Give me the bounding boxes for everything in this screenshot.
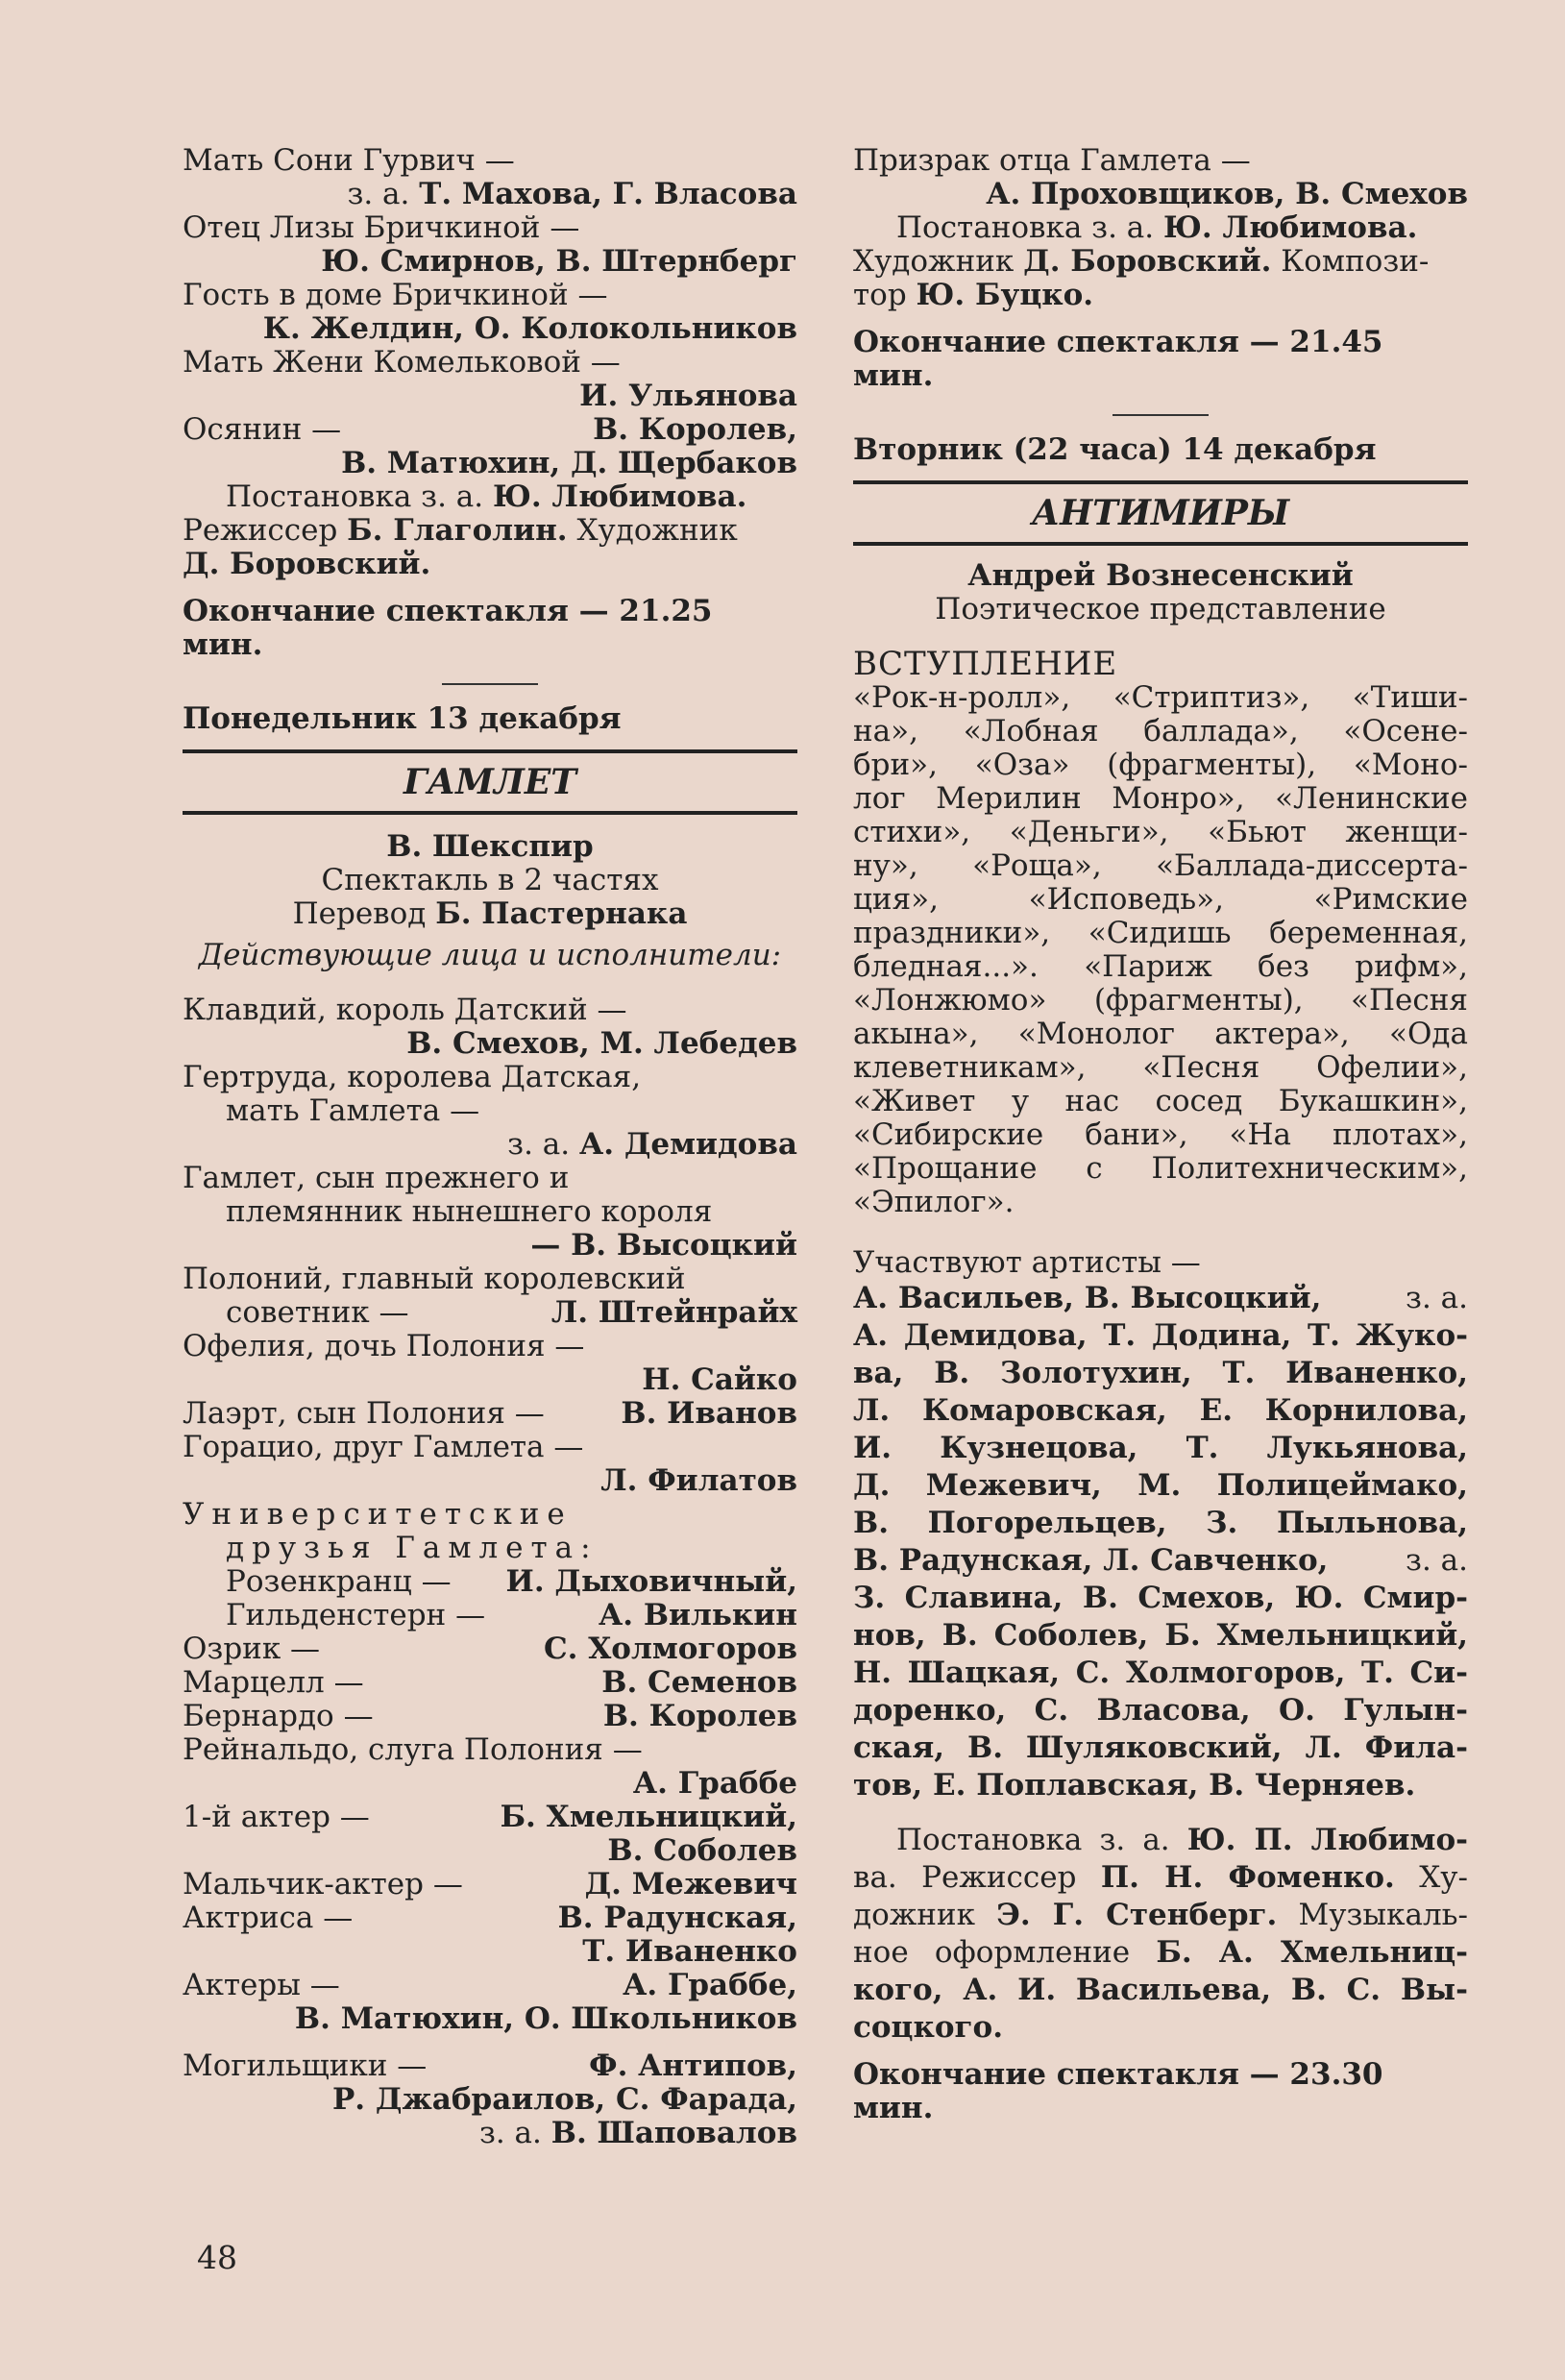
subtitle: Поэтическое представление: [935, 592, 1386, 626]
artists-line: нов, В. Соболев, Б. Хмельницкий,: [853, 1618, 1468, 1653]
artists-line: ская, В. Шуляковский, Л. Фила-: [853, 1730, 1468, 1765]
cast-line: Университетские: [183, 1497, 573, 1532]
artists-list: [853, 1280, 1468, 1804]
cast-line: 1-й актер — Б. Хмельницкий,: [183, 1800, 797, 1834]
cast-line: В. Смехов, М. Лебедев: [406, 1026, 797, 1061]
program-line: «Прощание с Политехническим»,: [853, 1151, 1468, 1186]
cast-line: Актриса — В. Радунская,: [183, 1901, 797, 1935]
artists-line: А. Демидова, Т. Додина, Т. Жуко-: [853, 1318, 1468, 1353]
program-line: стихи», «Деньги», «Бьют женщи-: [853, 815, 1468, 849]
cast-line: з. а. А. Демидова: [507, 1127, 797, 1162]
credit-line: А. Проховщиков, В. Смехов: [986, 177, 1468, 211]
cast-line: Бернардо — В. Королев: [183, 1699, 797, 1733]
program-line: «Сибирские бани», «На плотах»,: [853, 1117, 1468, 1152]
cast-line: А. Граббе: [632, 1766, 797, 1801]
cast-line: Лаэрт, сын Полония — В. Иванов: [183, 1396, 797, 1431]
credit-line: Постановка з. а. Ю. Любимова.: [226, 479, 747, 514]
artists-line: доренко, С. Власова, О. Гулын-: [853, 1693, 1468, 1728]
end-time: Окончание спектакля — 21.25 мин.: [183, 594, 713, 662]
artists-line: тов, Е. Поплавская, В. Черняев.: [853, 1768, 1416, 1803]
program-line: «Рок-н-ролл», «Стриптиз», «Тиши-: [853, 680, 1468, 715]
cast-line: Т. Иваненко: [582, 1934, 797, 1969]
cast-line: В. Соболев: [607, 1833, 797, 1868]
staging-line: дожник Э. Г. Стенберг. Музыкаль-: [853, 1898, 1468, 1932]
left-column: [183, 144, 797, 2150]
cast-line: советник — Л. Штейнрайх: [226, 1295, 797, 1330]
credit-line: К. Желдин, О. Колокольников: [262, 311, 797, 346]
staging-credits: [853, 1822, 1468, 2047]
author: В. Шекспир: [386, 829, 594, 864]
separator: [1113, 414, 1209, 416]
cast-line: Гамлет, сын прежнего и: [183, 1161, 570, 1195]
credit-line: И. Ульянова: [579, 379, 797, 413]
program-line: акына», «Монолог актера», «Ода: [853, 1017, 1468, 1051]
artists-heading: Участвуют артисты —: [853, 1245, 1201, 1280]
cast-line: Розенкранц — И. Дыховичный,: [226, 1564, 797, 1599]
artists-line: З. Славина, В. Смехов, Ю. Смир-: [853, 1581, 1468, 1615]
credit-line: тор Ю. Буцко.: [853, 278, 1094, 312]
program-line: на», «Лобная баллада», «Осене-: [853, 714, 1468, 748]
program-line: клеветникам», «Песня Офелии»,: [853, 1050, 1468, 1085]
credit-line: В. Матюхин, Д. Щербаков: [341, 446, 797, 480]
artists-line: И. Кузнецова, Т. Лукьянова,: [853, 1431, 1468, 1465]
program-line: ция», «Исповедь», «Римские: [853, 882, 1468, 917]
cast-line: з. а. В. Шаповалов: [478, 2116, 797, 2150]
end-time: Окончание спектакля — 23.30 мин.: [853, 2057, 1383, 2125]
credit-line: Художник Д. Боровский. Компози-: [853, 244, 1430, 279]
date-heading: Вторник (22 часа) 14 декабря: [853, 432, 1377, 467]
credit-line: Ю. Смирнов, В. Штернберг: [321, 244, 797, 279]
program-line: лог Мерилин Монро», «Ленинские: [853, 781, 1468, 816]
artists-line: ва, В. Золотухин, Т. Иваненко,: [853, 1356, 1468, 1390]
staging-line: ва. Режиссер П. Н. Фоменко. Ху-: [853, 1860, 1468, 1895]
cast-line: Марцелл — В. Семенов: [183, 1665, 797, 1700]
artists-line: В. Погорельцев, З. Пыльнова,: [853, 1506, 1468, 1540]
credit-line: Мать Жени Комельковой —: [183, 345, 621, 380]
right-column: [853, 144, 1468, 2125]
cast-line: Горацио, друг Гамлета —: [183, 1430, 584, 1464]
cast-line: Озрик — С. Холмогоров: [183, 1632, 797, 1666]
cast-line: Полоний, главный королевский: [183, 1262, 686, 1296]
separator: [442, 683, 538, 685]
date-heading: Понедельник 13 декабря: [183, 701, 622, 736]
artists-line: В. Радунская, Л. Савченко, з. а.: [853, 1543, 1468, 1578]
credit-line: Режиссер Б. Глаголин. Художник: [183, 513, 738, 548]
cast-line: Офелия, дочь Полония —: [183, 1329, 585, 1363]
credit-line: Д. Боровский.: [183, 547, 431, 581]
cast-line: Рейнальдо, слуга Полония —: [183, 1732, 643, 1767]
artists-line: Н. Шацкая, С. Холмогоров, Т. Си-: [853, 1656, 1468, 1690]
end-time: Окончание спектакля — 21.45 мин.: [853, 325, 1383, 393]
cast-line: Мальчик-актер — Д. Межевич: [183, 1867, 797, 1902]
cast-line: В. Матюхин, О. Школьников: [294, 2001, 797, 2036]
cast-line: Н. Сайко: [642, 1362, 797, 1397]
staging-line: Постановка з. а. Ю. П. Любимо-: [896, 1823, 1468, 1857]
cast-line: племянник нынешнего короля: [226, 1194, 713, 1229]
credit-line: Постановка з. а. Ю. Любимова.: [896, 210, 1418, 245]
credit-line: з. а. Т. Махова, Г. Власова: [347, 177, 797, 211]
credit-line: Призрак отца Гамлета —: [853, 143, 1251, 178]
cast-line: мать Гамлета —: [226, 1093, 480, 1128]
intro-heading: ВСТУПЛЕНИЕ: [853, 645, 1118, 683]
cast-line: Р. Джабраилов, С. Фарада,: [332, 2082, 797, 2117]
cast-line: Л. Филатов: [600, 1463, 797, 1498]
play-title: АНТИМИРЫ: [1031, 493, 1290, 533]
staging-line: ное оформление Б. А. Хмельниц-: [853, 1935, 1468, 1970]
credit-line: Отец Лизы Бричкиной —: [183, 210, 580, 245]
credit-line: Осянин — В. Королев,: [183, 412, 797, 447]
artists-line: А. Васильев, В. Высоцкий, з. а.: [853, 1281, 1468, 1315]
staging-line: соцкого.: [853, 2010, 1003, 2045]
cast-heading: Действующие лица и исполнители:: [198, 938, 782, 972]
program-line: «Эпилог».: [853, 1185, 1015, 1219]
subtitle: Спектакль в 2 частях: [321, 863, 659, 897]
staging-line: кого, А. И. Васильева, В. С. Вы-: [853, 1973, 1468, 2007]
program-line: ну», «Роща», «Баллада-диссерта-: [853, 848, 1468, 883]
author: Андрей Вознесенский: [967, 558, 1354, 593]
artists-line: Л. Комаровская, Е. Корнилова,: [853, 1393, 1468, 1428]
program-line: бледная...». «Париж без рифм»,: [853, 949, 1468, 984]
program-list: [853, 681, 1468, 1219]
cast-line: Актеры — А. Граббе,: [183, 1968, 797, 2002]
credit-line: Гость в доме Бричкиной —: [183, 278, 608, 312]
translation: Перевод Б. Пастернака: [292, 896, 688, 931]
cast-line: Гертруда, королева Датская,: [183, 1060, 642, 1094]
program-line: «Лонжюмо» (фрагменты), «Песня: [853, 983, 1468, 1018]
program-line: бри», «Оза» (фрагменты), «Моно-: [853, 748, 1468, 782]
cast-line: Клавдий, король Датский —: [183, 993, 627, 1027]
credit-line: Мать Сони Гурвич —: [183, 143, 515, 178]
artists-line: Д. Межевич, М. Полицеймако,: [853, 1468, 1468, 1503]
cast-line: — В. Высоцкий: [530, 1228, 797, 1263]
cast-line: Гильденстерн — А. Вилькин: [226, 1598, 797, 1632]
page-number: 48: [197, 2239, 237, 2276]
program-line: «Живет у нас сосед Букашкин»,: [853, 1084, 1468, 1118]
cast-line: друзья Гамлета:: [226, 1531, 599, 1565]
program-line: праздники», «Сидишь беременная,: [853, 916, 1468, 950]
cast-line: Могильщики — Ф. Антипов,: [183, 2049, 797, 2083]
play-title: ГАМЛЕТ: [403, 762, 577, 802]
